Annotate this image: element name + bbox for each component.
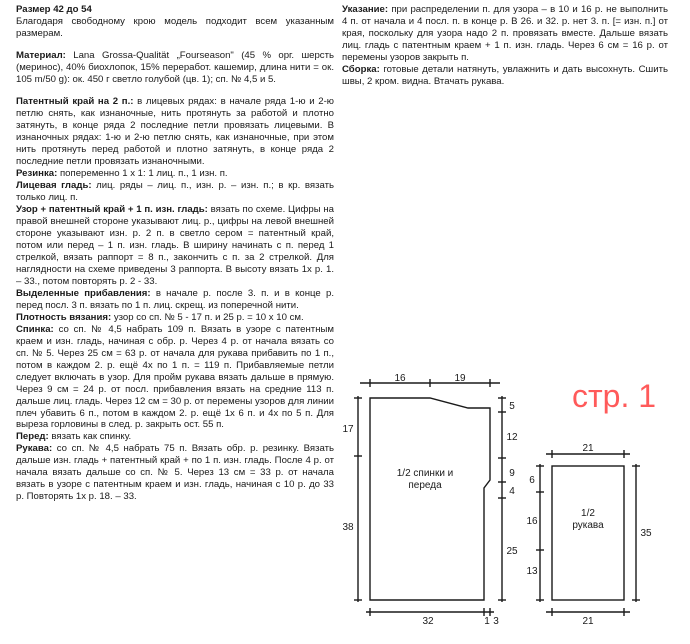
increases-label: Выделенные прибавления: (16, 287, 151, 299)
edge-paragraph (16, 96, 334, 168)
stockinette-paragraph (16, 180, 334, 204)
body-bottom-3-dim: 3 (493, 616, 499, 627)
body-right-12-dim: 12 (506, 432, 518, 443)
assembly-label: Сборка: (342, 63, 380, 75)
sleeve-label-line1: 1/2 (581, 508, 595, 519)
rib-label: Резинка: (16, 167, 58, 179)
front-text: вязать как спинку. (48, 431, 132, 443)
body-label-line1: 1/2 спинки и (396, 468, 454, 479)
assembly-text: готовые детали натянуть, увлажнить и дать высохнуть. Сшить швы, 2 кром. видна. Втачать рукава. (342, 63, 668, 87)
gauge-text: узор со сп. № 5 - 17 п. и 25 р. = 10 х 10 см. (111, 311, 304, 323)
sleeves-paragraph (16, 443, 334, 503)
back-paragraph (16, 324, 334, 432)
right-column (342, 4, 668, 88)
sleeve-left-6-dim: 6 (529, 475, 535, 486)
sleeve-outline (552, 466, 624, 600)
material-label: Материал: (16, 49, 66, 61)
back-label: Спинка: (16, 323, 54, 335)
sleeve-bottom-dim: 21 (582, 616, 594, 627)
body-right-5-dim: 5 (509, 401, 515, 412)
size-text: Благодаря свободному крою модель подходит всем указанным размерам. (16, 15, 334, 39)
sleeve-label-line2: рукава (572, 520, 604, 531)
note-text: при распределении п. для узора – в 10 и 16 р. не выполнить 4 п. от начала и 4 посл. п. в конце р. В 26. и 32. р. нет 3. п. [= изн. п.] от края, поскольку для узора надо 2 п. провязать вместе. Дальше вязать лиц. гладь с патентным краем + 1 п. изн. гладь. Через 6 см = 16 р. от перемены узоров закрыть п. (342, 4, 668, 63)
gauge-paragraph (16, 312, 334, 324)
pattern-text: вязать по схеме. Цифры на правой внешней стороне указывают лиц. р., цифры на левой внешней стороне указывают изн. р. 2 п. в светло сером = патентный край, потом или перед – 1 п. изн. гладь. В ширину начинать с п. перед 1 стрелкой, вязать раппорт = 8 п., закончить с п. за 2 стрелкой. Для наглядности на схеме приведены 3 раппорта. В высоту вязать 1х р. 1. – 33., потом повторять р. 2 - 33. (16, 203, 335, 287)
gauge-label: Плотность вязания: (16, 311, 112, 323)
back-text: со сп. № 4,5 набрать 109 п. Вязать в узоре с патентным краем и изн. гладь, начиная с обр. р. Через 4 р. от начала вязать со сп. № 5. Через 25 см = 63 р. от начала для рукава прибавить по 1 п., потом в каждом 2. р. ещё 4х по 1 п. = 119 п. Прибавляемые петли следует включать в узор. Для пройм рукава вязать дальше в прямую. Через 9 см = 24 р. от посл. прибавления вязать на средние 113 п. дальше лиц. гладь. Через 12 см = 30 р. от перемены узоров для линии плеч убавить 6 п., потом в каждом 2. р. ещё 1х 6 п. и 4х по 5 п. Для выреза горловины в след. р. закрыть ост. 55 п. (16, 323, 334, 431)
material-paragraph (16, 50, 334, 86)
body-label-line2: переда (408, 480, 442, 491)
body-top-left-dim: 16 (394, 373, 406, 384)
edge-text: в лицевых рядах: в начале ряда 1-ю и 2-ю петлю снять, как изнаночные, нить протянуть за работой и плотно затянуть, в конце ряда 2 последние петли провязать лицевыми. В изнаночных рядах: 1-ю и 2-ю петлю снять, как изнаночные, при этом нить протянуть перед работой и плотно затянуть, в конце ряда 2 последние петли провязать изнаночными. (16, 95, 335, 167)
pattern-label: Узор + патентный край + 1 п. изн. гладь: (16, 203, 208, 215)
body-right-9-dim: 9 (509, 468, 515, 479)
sleeves-label: Рукава: (16, 443, 53, 455)
pattern-paragraph (16, 204, 334, 288)
left-column (16, 4, 334, 503)
sleeve-top-dim: 21 (582, 443, 594, 454)
size-heading: Размер 42 до 54 (16, 4, 92, 15)
note-paragraph (342, 4, 668, 64)
sleeves-text: со сп. № 4,5 набрать 75 п. Вязать обр. р. резинку. Вязать дальше изн. гладь + патентный край + по 1 п. изн. гладь. После 4 р. от начала вязать дальше со сп. № 5. Через 13 см = 33 р. от начала вязать в узоре с патентным краем и изн. гладь, начиная с 10 р. до 33 р. Повторять 1х р. 18. – 33. (16, 443, 334, 503)
front-paragraph (16, 431, 334, 443)
front-label: Перед: (16, 431, 49, 443)
body-outline (370, 398, 490, 600)
sleeve-schematic (536, 450, 640, 616)
stockinette-text: лиц. ряды – лиц. п., изн. р. – изн. п.; в кр. вязать только лиц. п. (16, 179, 334, 203)
body-right-25-dim: 25 (506, 546, 518, 557)
body-bottom-32-dim: 32 (422, 616, 434, 627)
schematic-diagram (340, 368, 680, 640)
assembly-paragraph (342, 64, 668, 88)
body-right-4-dim: 4 (509, 486, 515, 497)
note-label: Указание: (342, 4, 389, 15)
sleeve-left-16-dim: 16 (526, 516, 538, 527)
sleeve-left-13-dim: 13 (526, 566, 538, 577)
rib-text: попеременно 1 х 1: 1 лиц. п., 1 изн. п. (57, 167, 228, 179)
body-left-total-dim: 38 (342, 522, 354, 533)
increases-paragraph (16, 288, 334, 312)
body-left-upper-dim: 17 (342, 424, 354, 435)
page-label: стр. 1 (572, 378, 657, 414)
sleeve-right-35-dim: 35 (640, 528, 652, 539)
increases-text: в начале р. после 3. п. и в конце р. перед посл. 3 п. вязать по 1 п. лиц. скрещ. из поперечной нити. (16, 287, 335, 311)
body-top-right-dim: 19 (454, 373, 466, 384)
body-bottom-1-dim: 1 (484, 616, 490, 627)
rib-paragraph (16, 168, 334, 180)
edge-label: Патентный край на 2 п.: (16, 95, 134, 107)
material-text: Lana Grossa-Qualität „Fourseason" (45 % орг. шерсть (меринос), 40% биохлопок, 15% переработ. кашемир, длина нити = ок. 105 m/50 g): ок. 450 г светло голубой (цв. 1); сп. № 4,5 и 5. (16, 49, 334, 85)
body-schematic (354, 379, 506, 616)
stockinette-label: Лицевая гладь: (16, 179, 92, 191)
